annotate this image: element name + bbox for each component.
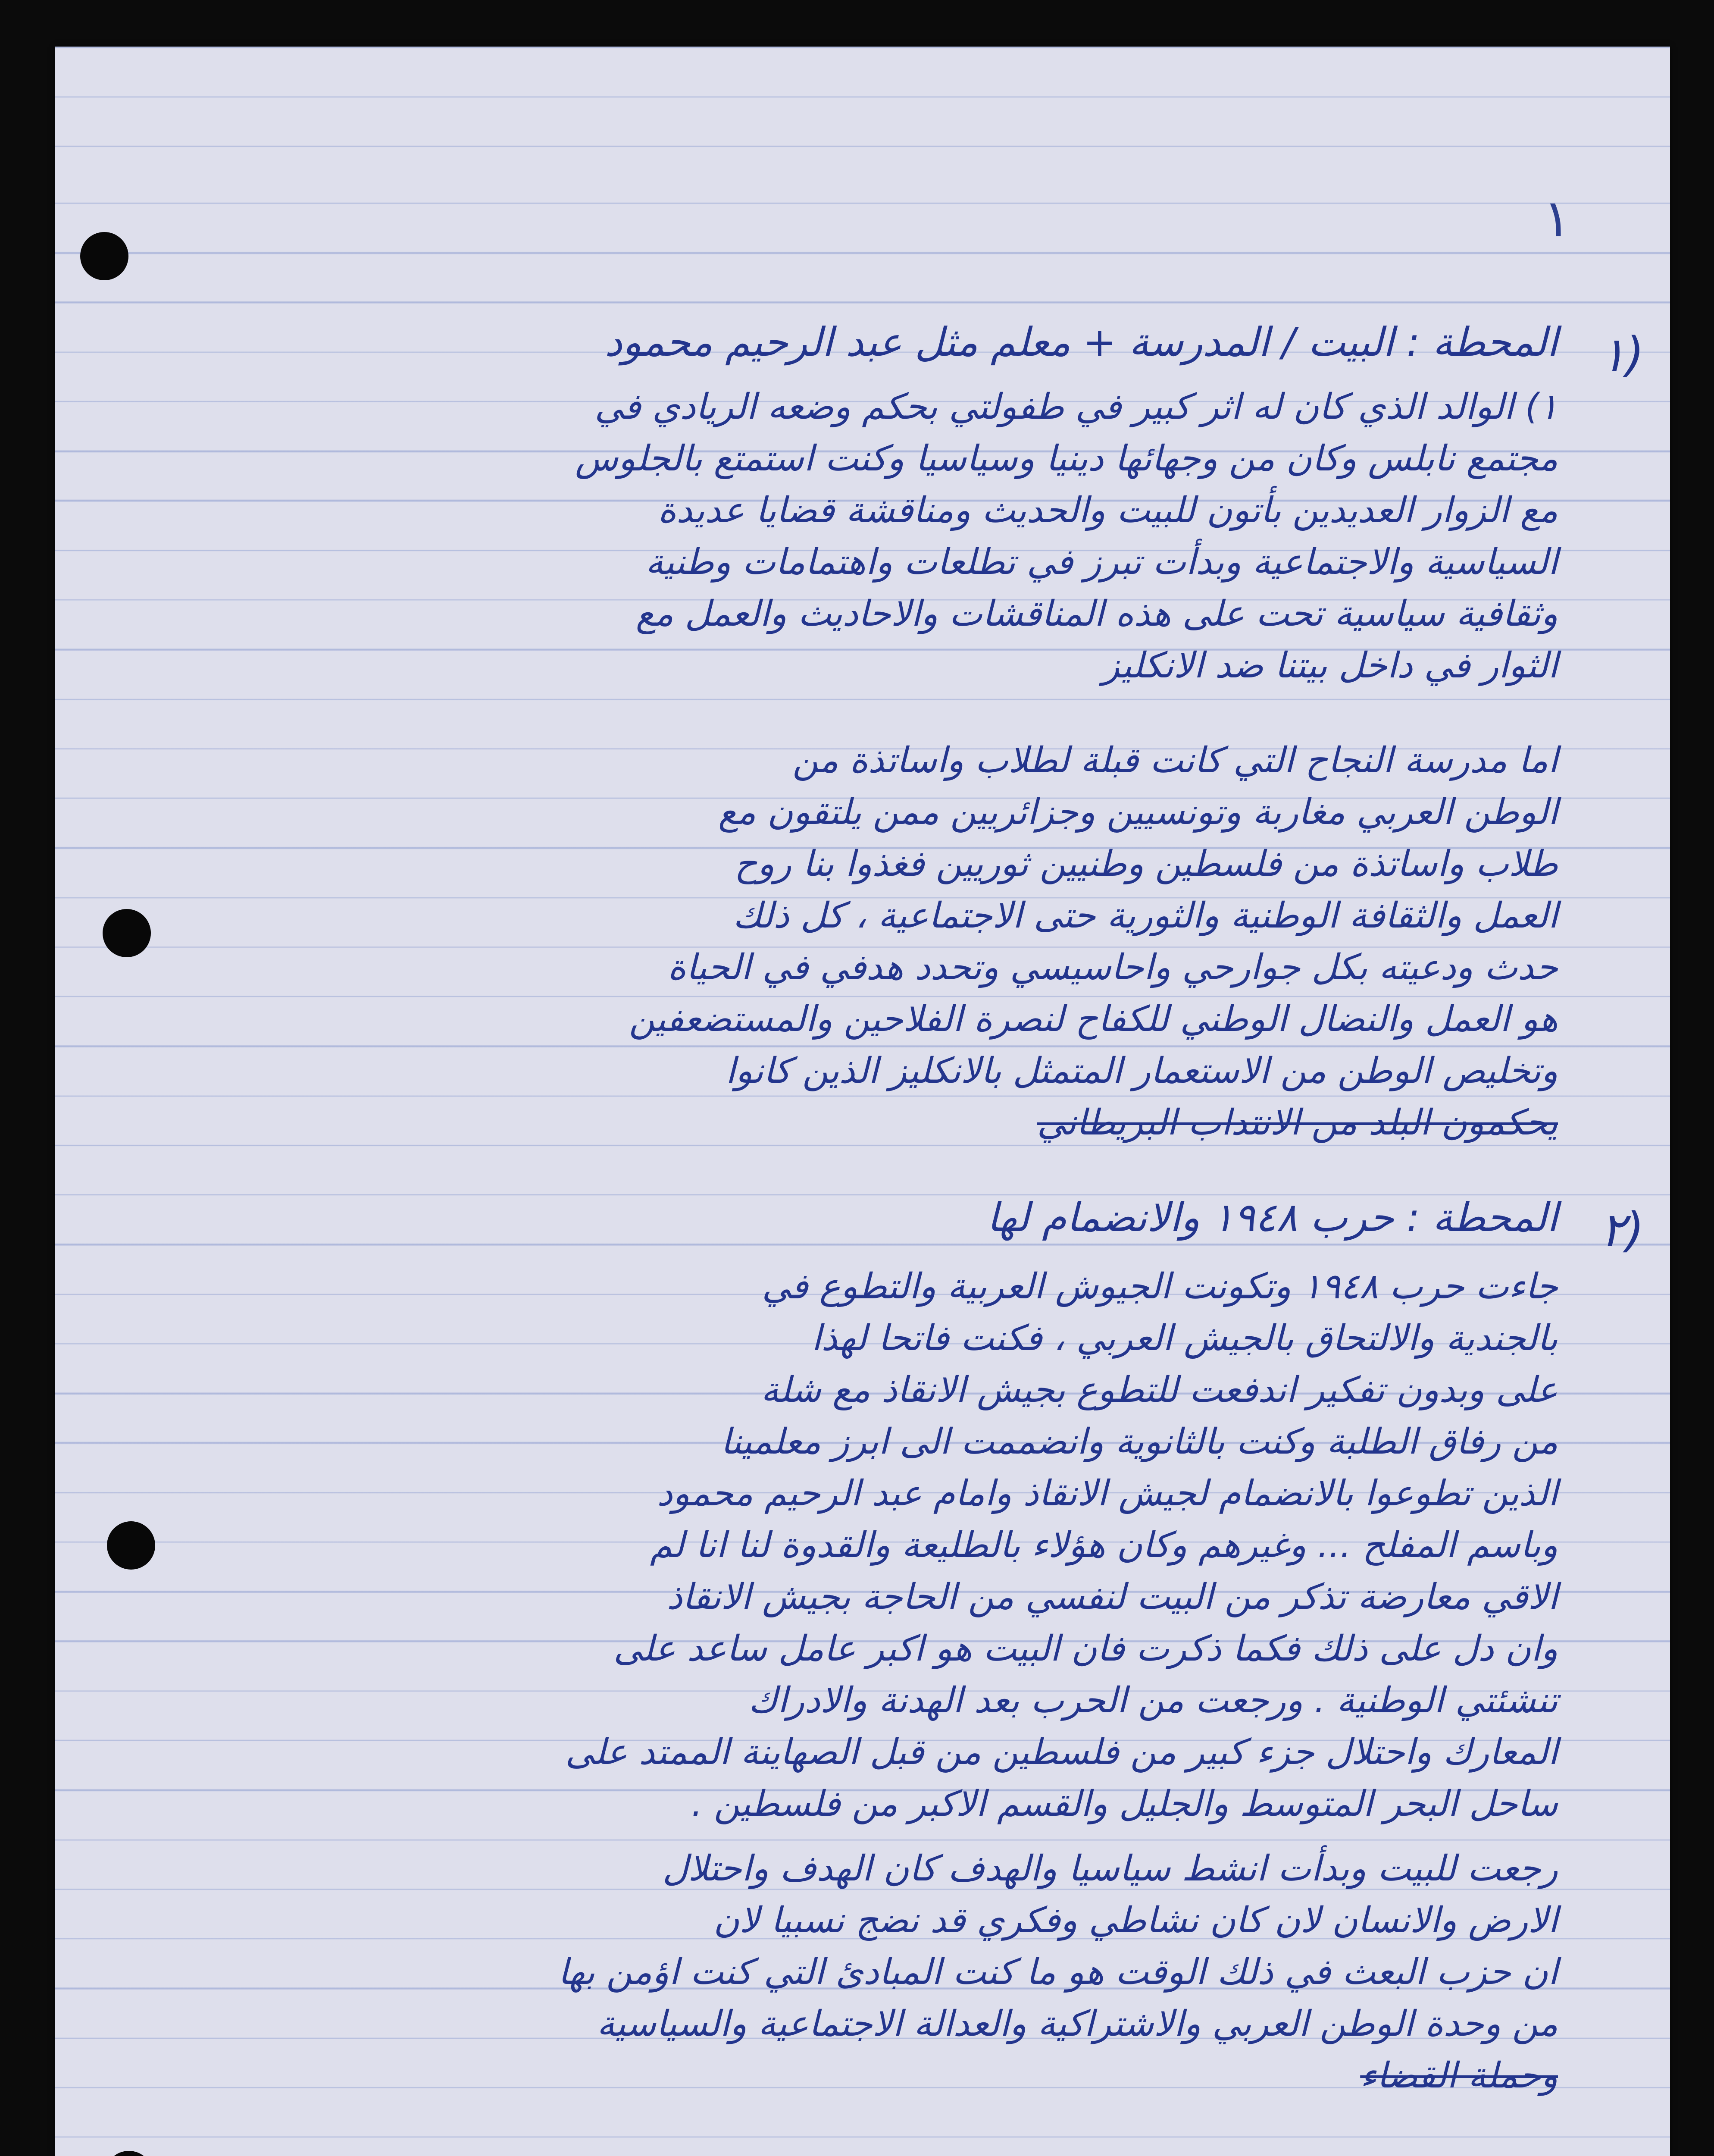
- section-2-line: المعارك واحتلال جزء كبير من فلسطين من قبل الصهاينة الممتد على: [565, 1732, 1558, 1773]
- section-1-line: الثوار في داخل بيتنا ضد الانكليز: [1102, 645, 1558, 686]
- section-1-para2-line: طلاب واساتذة من فلسطين وطنيين ثوريين فغذوا بنا روح: [734, 843, 1558, 884]
- section-1-para2-line: اما مدرسة النجاح التي كانت قبلة لطلاب واساتذة من: [792, 740, 1558, 781]
- section-1-line: مجتمع نابلس وكان من وجهائها دينيا وسياسيا وكنت استمتع بالجلوس: [575, 438, 1558, 479]
- section-2-line: ساحل البحر المتوسط والجليل والقسم الاكبر من فلسطين .: [691, 1783, 1558, 1824]
- section-2-line: الذين تطوعوا بالانضمام لجيش الانقاذ وامام عبد الرحيم محمود: [657, 1473, 1558, 1514]
- section-2-line: على وبدون تفكير اندفعت للتطوع بجيش الانقاذ مع شلة: [761, 1369, 1558, 1410]
- section-2-line: جاءت حرب ١٩٤٨ وتكونت الجيوش العربية والتطوع في: [762, 1266, 1558, 1307]
- section-2-line: وباسم المفلح ... وغيرهم وكان هؤلاء بالطليعة والقدوة لنا انا لم: [650, 1525, 1558, 1566]
- punch-hole-1: [80, 232, 128, 280]
- section-2-heading: المحطة : حرب ١٩٤٨ والانضمام لها: [987, 1194, 1558, 1241]
- section-2-number: ٢): [1600, 1202, 1644, 1257]
- page-number: ١: [1543, 189, 1571, 249]
- punch-hole-4: [105, 2151, 153, 2156]
- section-2-line: تنشئتي الوطنية . ورجعت من الحرب بعد الهدنة والادراك: [748, 1680, 1558, 1721]
- section-2-para2-line: من وحدة الوطن العربي والاشتراكية والعدالة الاجتماعية والسياسية: [597, 2003, 1558, 2044]
- section-2-para2-line: ان حزب البعث في ذلك الوقت هو ما كنت المبادئ التي كنت اؤمن بها: [558, 1952, 1558, 1993]
- section-2-para2-line: الارض والانسان لان كان نشاطي وفكري قد نضج نسبيا لان: [713, 1900, 1558, 1941]
- section-1-para2-line: حدث ودعيته بكل جوارحي واحاسيسي وتحدد هدفي في الحياة: [667, 947, 1558, 988]
- section-1-heading: المحطة : البيت / المدرسة + معلم مثل عبد الرحيم محمود: [604, 319, 1558, 365]
- section-1-line: وثقافية سياسية تحت على هذه المناقشات والاحاديث والعمل مع: [635, 593, 1558, 634]
- section-2-para2-line: رجعت للبيت وبدأت انشط سياسيا والهدف كان الهدف واحتلال: [662, 1848, 1558, 1889]
- section-2-line: من رفاق الطلبة وكنت بالثانوية وانضممت الى ابرز معلمينا: [720, 1421, 1558, 1462]
- section-1-para2-line: وتخليص الوطن من الاستعمار المتمثل بالانكليز الذين كانوا: [726, 1050, 1558, 1091]
- section-1-para2-line: العمل والثقافة الوطنية والثورية حتى الاجتماعية ، كل ذلك: [733, 895, 1558, 936]
- section-2-line: الاقي معارضة تذكر من البيت لنفسي من الحاجة بجيش الانقاذ: [666, 1576, 1558, 1617]
- punch-hole-3: [107, 1521, 155, 1570]
- section-2-line: بالجندية والالتحاق بالجيش العربي ، فكنت فاتحا لهذا: [811, 1318, 1558, 1359]
- section-1-para2-line: هو العمل والنضال الوطني للكفاح لنصرة الفلاحين والمستضعفين: [629, 999, 1558, 1040]
- section-1-line: السياسية والاجتماعية وبدأت تبرز في تطلعات واهتمامات وطنية: [645, 542, 1558, 583]
- section-1-para2-line: الوطن العربي مغاربة وتونسيين وجزائريين ممن يلتقون مع: [718, 792, 1558, 833]
- section-2-para2-struck-line: وحملة القضاء: [1360, 2055, 1558, 2096]
- section-1-line: ١) الوالد الذي كان له اثر كبير في طفولتي بحكم وضعه الريادي في: [594, 386, 1558, 427]
- section-1-line: مع الزوار العديدين بأتون للبيت والحديث ومناقشة قضايا عديدة: [657, 490, 1558, 531]
- section-1-number: ١): [1600, 327, 1644, 382]
- section-2-line: وان دل على ذلك فكما ذكرت فان البيت هو اكبر عامل ساعد على: [613, 1628, 1558, 1669]
- punch-hole-2: [103, 909, 151, 957]
- section-1-para2-struck-line: يحكمون البلد من الانتداب البريطاني: [1037, 1102, 1558, 1143]
- lined-paper-sheet: [55, 47, 1670, 2156]
